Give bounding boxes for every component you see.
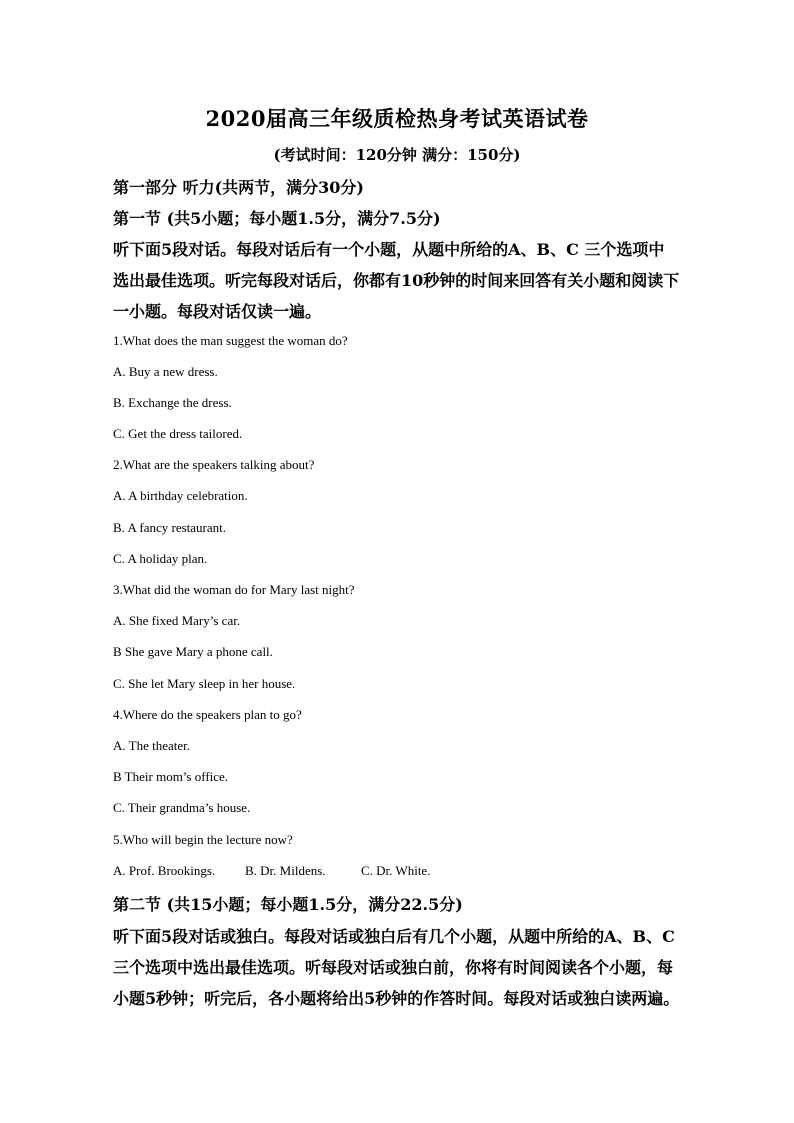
part1-heading: 第一部分 听力(共两节，满分30分) (113, 178, 364, 197)
section2-instruction-line: 小题5秒钟；听完后，各小题将给出5秒钟的作答时间。每段对话或独白读两遍。 (113, 989, 680, 1008)
section1-instruction-line: 一小题。每段对话仅读一遍。 (113, 302, 322, 321)
question-stem: 1.What does the man suggest the woman do? (113, 333, 348, 348)
question-option: A. Prof. Brookings. (113, 863, 216, 878)
question-stem: 2.What are the speakers talking about? (113, 457, 315, 472)
question-option: A. Buy a new dress. (113, 364, 218, 379)
question-option: A. She fixed Mary’s car. (113, 613, 241, 628)
question-option: B She gave Mary a phone call. (113, 644, 273, 659)
section2-heading: 第二节 (共15小题；每小题1.5分，满分22.5分) (113, 895, 463, 914)
page-title: 2020届高三年级质检热身考试英语试卷 (205, 106, 589, 131)
section2-instruction-line: 听下面5段对话或独白。每段对话或独白后有几个小题，从题中所给的A、B、C (113, 927, 675, 946)
question-option: C. She let Mary sleep in her house. (113, 676, 296, 691)
question-option: C. Dr. White. (361, 863, 431, 878)
question-option: A. A birthday celebration. (113, 488, 248, 503)
exam-info: (考试时间：120分钟 满分：150分) (273, 146, 521, 164)
section1-instruction-line: 听下面5段对话。每段对话后有一个小题，从题中所给的A、B、C 三个选项中 (113, 240, 665, 259)
question-stem: 4.Where do the speakers plan to go? (113, 707, 302, 722)
question-option: B. A fancy restaurant. (113, 520, 226, 535)
question-option: C. A holiday plan. (113, 551, 208, 566)
question-option: C. Their grandma’s house. (113, 800, 251, 815)
question-option: B. Exchange the dress. (113, 395, 232, 410)
question-stem: 5.Who will begin the lecture now? (113, 832, 293, 847)
section1-instruction-line: 选出最佳选项。听完每段对话后，你都有10秒钟的时间来回答有关小题和阅读下 (113, 271, 680, 290)
question-option: B. Dr. Mildens. (245, 863, 326, 878)
question-stem: 3.What did the woman do for Mary last night? (113, 582, 355, 597)
question-option: B Their mom’s office. (113, 769, 229, 784)
question-options-inline (113, 863, 430, 879)
section2-instruction-line: 三个选项中选出最佳选项。听每段对话或独白前，你将有时间阅读各个小题，每 (113, 958, 674, 977)
question-option: C. Get the dress tailored. (113, 426, 243, 441)
section1-heading: 第一节 (共5小题；每小题1.5分，满分7.5分) (113, 209, 441, 228)
question-option: A. The theater. (113, 738, 191, 753)
